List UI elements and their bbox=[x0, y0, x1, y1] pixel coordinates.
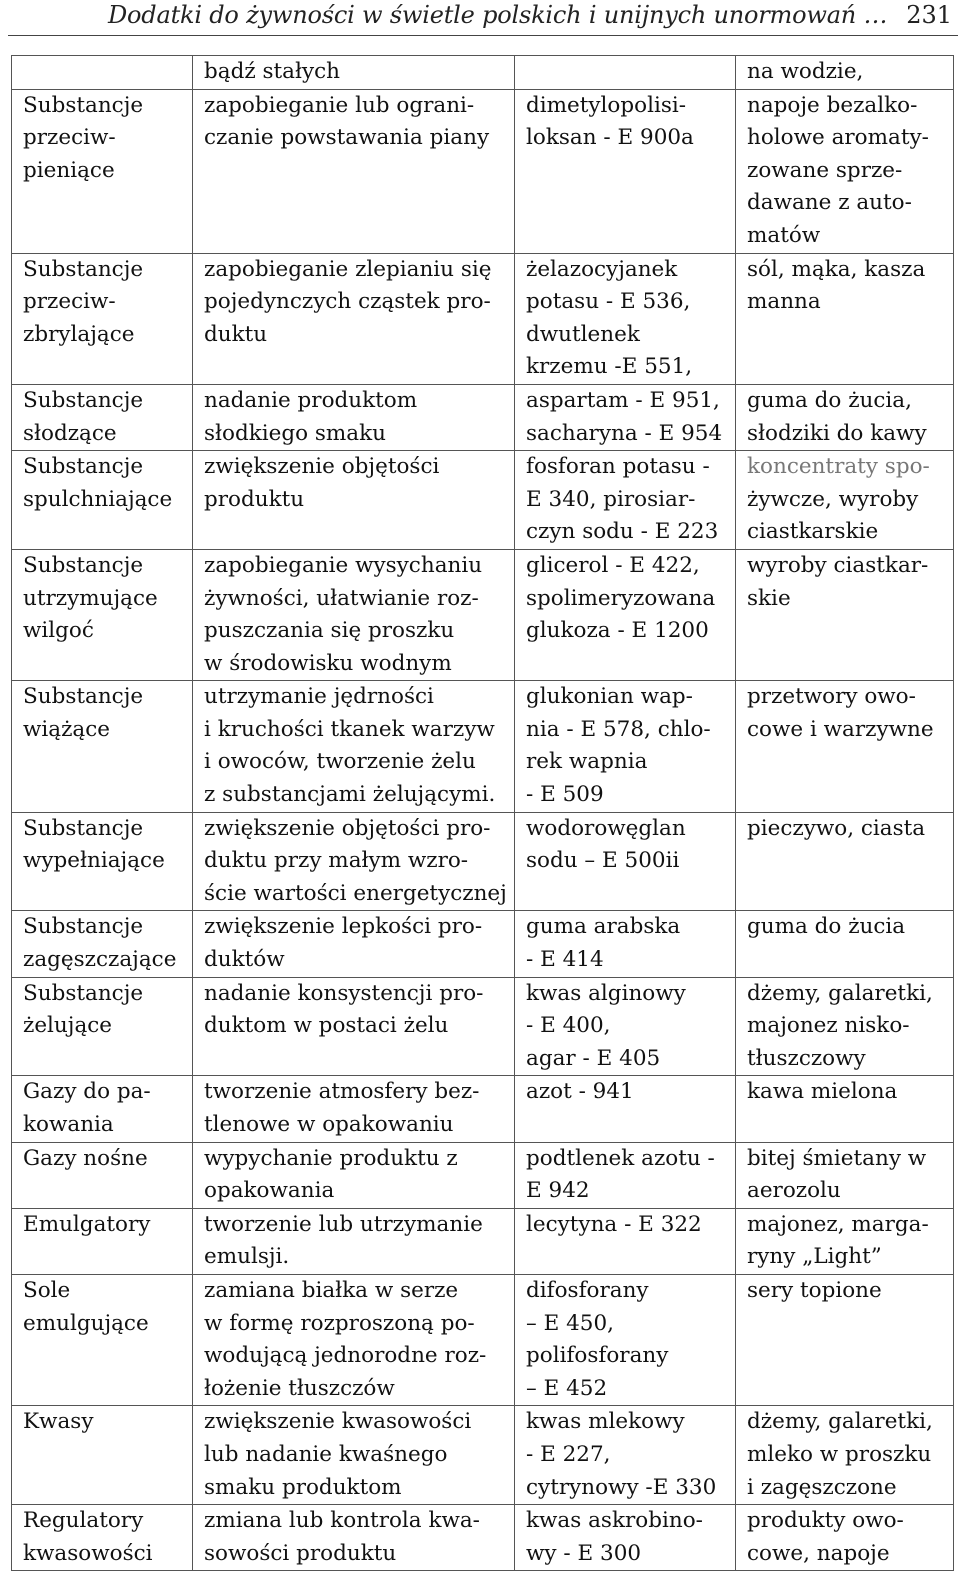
table-row-zageszczajace bbox=[12, 911, 954, 977]
function-cell bbox=[193, 911, 515, 977]
table-row-kwasy bbox=[12, 1406, 954, 1505]
cell-line: koncentraty spo- bbox=[747, 454, 930, 480]
category-cell bbox=[12, 549, 193, 680]
cell-line: zbrylające bbox=[23, 321, 135, 347]
cell-line: kwas alginowy bbox=[526, 980, 686, 1006]
application-cell bbox=[736, 911, 954, 977]
cell-line: łożenie tłuszczów bbox=[204, 1375, 395, 1401]
application-cell bbox=[736, 56, 954, 90]
example-substance-cell bbox=[515, 384, 736, 450]
cell-line: i zagęszczone bbox=[747, 1474, 897, 1500]
cell-line: zamiana białka w serze bbox=[204, 1277, 459, 1303]
cell-line: kwas askrobino- bbox=[526, 1508, 703, 1534]
cell-line: agar - E 405 bbox=[526, 1045, 661, 1071]
cell-line: ciastkarskie bbox=[747, 519, 879, 545]
cell-line: sowości produktu bbox=[204, 1540, 397, 1566]
cell-line: Substancje bbox=[23, 454, 144, 480]
cell-line: słodziki do kawy bbox=[747, 420, 927, 446]
cell-line: skie bbox=[747, 585, 791, 611]
example-substance-cell bbox=[515, 911, 736, 977]
category-cell bbox=[12, 56, 193, 90]
table-body bbox=[12, 56, 954, 1571]
cell-line: spulchniające bbox=[23, 486, 173, 512]
function-cell bbox=[193, 1142, 515, 1208]
example-substance-cell bbox=[515, 812, 736, 911]
cell-line: zapobieganie zlepianiu się bbox=[204, 256, 492, 282]
cell-line: aerozolu bbox=[747, 1178, 841, 1204]
cell-line: zwiększenie objętości pro- bbox=[204, 815, 491, 841]
application-cell bbox=[736, 253, 954, 384]
application-cell bbox=[736, 451, 954, 550]
cell-line: duktom w postaci żelu bbox=[204, 1013, 449, 1039]
cell-line: holowe aromaty- bbox=[747, 125, 929, 151]
cell-line: dżemy, galaretki, bbox=[747, 1409, 933, 1435]
cell-line: Emulgatory bbox=[23, 1211, 151, 1237]
cell-line: polifosforany bbox=[526, 1343, 669, 1369]
cell-line: ście wartości energetycznej bbox=[204, 880, 507, 906]
cell-line: dżemy, galaretki, bbox=[747, 980, 933, 1006]
cell-line: majonez, marga- bbox=[747, 1211, 929, 1237]
cell-line: zwiększenie kwasowości bbox=[204, 1409, 472, 1435]
function-cell bbox=[193, 812, 515, 911]
cell-line: żelazocyjanek bbox=[526, 256, 678, 282]
cell-line: wypychanie produktu z bbox=[204, 1145, 458, 1171]
cell-line: zmiana lub kontrola kwa- bbox=[204, 1508, 480, 1534]
cell-line: produkty owo- bbox=[747, 1508, 904, 1534]
cell-line: bitej śmietany w bbox=[747, 1145, 927, 1171]
cell-line: Substancje bbox=[23, 815, 144, 841]
table-row-slodzace bbox=[12, 384, 954, 450]
cell-line: Kwasy bbox=[23, 1409, 94, 1435]
cell-line: ryny „Light” bbox=[747, 1244, 882, 1270]
cell-line: zapobieganie lub ograni- bbox=[204, 92, 475, 118]
cell-line: nadanie produktom bbox=[204, 387, 418, 413]
cell-line: i kruchości tkanek warzyw bbox=[204, 716, 495, 742]
cell-line: kawa mielona bbox=[747, 1079, 898, 1105]
table-row-spulchniajace bbox=[12, 451, 954, 550]
function-cell bbox=[193, 1208, 515, 1274]
cell-line: utrzymujące bbox=[23, 585, 158, 611]
cell-line: produktu bbox=[204, 486, 305, 512]
header-rule bbox=[8, 35, 958, 36]
running-title: Dodatki do żywności w świetle polskich i unijnych unormowań … bbox=[108, 1, 888, 29]
cell-line: - E 227, bbox=[526, 1441, 611, 1467]
cell-line: Substancje bbox=[23, 256, 144, 282]
cell-line: cowe, napoje bbox=[747, 1540, 890, 1566]
cell-line: wiążące bbox=[23, 716, 111, 742]
example-substance-cell bbox=[515, 1142, 736, 1208]
example-substance-cell bbox=[515, 89, 736, 253]
cell-line: guma do żucia bbox=[747, 914, 906, 940]
cell-line: cowe i warzywne bbox=[747, 716, 934, 742]
cell-line: emulsji. bbox=[204, 1244, 290, 1270]
cell-line: duktu przy małym wzro- bbox=[204, 848, 469, 874]
cell-line: glukonian wap- bbox=[526, 684, 693, 710]
cell-line: wyroby ciastkar- bbox=[747, 552, 929, 578]
cell-line: emulgujące bbox=[23, 1310, 149, 1336]
page-number: 231 bbox=[906, 1, 952, 29]
cell-line: loksan - E 900a bbox=[526, 125, 694, 151]
application-cell bbox=[736, 1406, 954, 1505]
category-cell bbox=[12, 89, 193, 253]
cell-line: fosforan potasu - bbox=[526, 454, 710, 480]
cell-line: – E 450, bbox=[526, 1310, 614, 1336]
cell-line: słodzące bbox=[23, 420, 117, 446]
cell-line: rek wapnia bbox=[526, 749, 648, 775]
example-substance-cell bbox=[515, 253, 736, 384]
example-substance-cell bbox=[515, 1208, 736, 1274]
table-row-przeciwpieniace bbox=[12, 89, 954, 253]
category-cell bbox=[12, 977, 193, 1076]
cell-line: guma do żucia, bbox=[747, 387, 912, 413]
cell-line: żelujące bbox=[23, 1013, 113, 1039]
page-header bbox=[0, 0, 960, 38]
cell-line: krzemu -E 551, bbox=[526, 354, 693, 380]
example-substance-cell bbox=[515, 451, 736, 550]
cell-line: czanie powstawania piany bbox=[204, 125, 490, 151]
table-row-gazy-nosne bbox=[12, 1142, 954, 1208]
cell-line: kwas mlekowy bbox=[526, 1409, 685, 1435]
application-cell bbox=[736, 681, 954, 812]
application-cell bbox=[736, 977, 954, 1076]
example-substance-cell bbox=[515, 1505, 736, 1571]
application-cell bbox=[736, 1142, 954, 1208]
cell-line: wypełniające bbox=[23, 848, 165, 874]
table-row-utrzymujace-wilgoc bbox=[12, 549, 954, 680]
cell-line: napoje bezalko- bbox=[747, 92, 918, 118]
example-substance-cell bbox=[515, 56, 736, 90]
cell-line: zagęszczające bbox=[23, 947, 177, 973]
cell-line: wodującą jednorodne roz- bbox=[204, 1343, 487, 1369]
application-cell bbox=[736, 549, 954, 680]
cell-line: przetwory owo- bbox=[747, 684, 916, 710]
cell-line: - E 400, bbox=[526, 1013, 611, 1039]
cell-line: podtlenek azotu - bbox=[526, 1145, 715, 1171]
cell-line: cytrynowy -E 330 bbox=[526, 1474, 717, 1500]
category-cell bbox=[12, 1208, 193, 1274]
example-substance-cell bbox=[515, 1406, 736, 1505]
cell-line: wilgoć bbox=[23, 618, 94, 644]
cell-line: glicerol - E 422, bbox=[526, 552, 700, 578]
cell-line: wy - E 300 bbox=[526, 1540, 642, 1566]
function-cell bbox=[193, 1505, 515, 1571]
cell-line: lub nadanie kwaśnego bbox=[204, 1441, 448, 1467]
function-cell bbox=[193, 1274, 515, 1405]
cell-line: żywcze, wyroby bbox=[747, 486, 919, 512]
category-cell bbox=[12, 1142, 193, 1208]
cell-line: smaku produktom bbox=[204, 1474, 402, 1500]
cell-line: guma arabska bbox=[526, 914, 681, 940]
category-cell bbox=[12, 911, 193, 977]
cell-line: kwasowości bbox=[23, 1540, 153, 1566]
application-cell bbox=[736, 812, 954, 911]
cell-line: glukoza - E 1200 bbox=[526, 618, 709, 644]
cell-line: sól, mąka, kasza bbox=[747, 256, 926, 282]
table-row-przeciwzbrylajace bbox=[12, 253, 954, 384]
function-cell bbox=[193, 1406, 515, 1505]
category-cell bbox=[12, 1274, 193, 1405]
category-cell bbox=[12, 451, 193, 550]
cell-line: duktu bbox=[204, 321, 268, 347]
table-row-wiazace bbox=[12, 681, 954, 812]
application-cell bbox=[736, 1274, 954, 1405]
cell-line: zwiększenie objętości bbox=[204, 454, 440, 480]
cell-line: czyn sodu - E 223 bbox=[526, 519, 719, 545]
category-cell bbox=[12, 1505, 193, 1571]
cell-line: Sole bbox=[23, 1277, 71, 1303]
example-substance-cell bbox=[515, 681, 736, 812]
cell-line: pieczywo, ciasta bbox=[747, 815, 926, 841]
cell-line: E 942 bbox=[526, 1178, 590, 1204]
cell-line: E 340, pirosiar- bbox=[526, 486, 696, 512]
cell-line: słodkiego smaku bbox=[204, 420, 386, 446]
cell-line: pojedynczych cząstek pro- bbox=[204, 289, 491, 315]
table-row-regulatory-kwasowosci bbox=[12, 1505, 954, 1571]
cell-line: sacharyna - E 954 bbox=[526, 420, 723, 446]
example-substance-cell bbox=[515, 1076, 736, 1142]
table-row-wypelniajace bbox=[12, 812, 954, 911]
function-cell bbox=[193, 681, 515, 812]
cell-line: utrzymanie jędrności bbox=[204, 684, 434, 710]
application-cell bbox=[736, 89, 954, 253]
cell-line: przeciw- bbox=[23, 289, 116, 315]
cell-line: wodorowęglan bbox=[526, 815, 686, 841]
cell-line: opakowania bbox=[204, 1178, 335, 1204]
cell-line: Substancje bbox=[23, 92, 144, 118]
cell-line: Substancje bbox=[23, 684, 144, 710]
cell-line: dimetylopolisi- bbox=[526, 92, 686, 118]
example-substance-cell bbox=[515, 549, 736, 680]
additives-table bbox=[11, 55, 954, 1571]
category-cell bbox=[12, 253, 193, 384]
application-cell bbox=[736, 1208, 954, 1274]
cell-line: azot - 941 bbox=[526, 1079, 634, 1105]
cell-line: manna bbox=[747, 289, 821, 315]
category-cell bbox=[12, 681, 193, 812]
cell-line: tworzenie atmosfery bez- bbox=[204, 1079, 480, 1105]
example-substance-cell bbox=[515, 977, 736, 1076]
cell-line: sodu – E 500ii bbox=[526, 848, 680, 874]
cell-line: nia - E 578, chlo- bbox=[526, 716, 711, 742]
cell-line: pieniące bbox=[23, 157, 115, 183]
cell-line: Substancje bbox=[23, 387, 144, 413]
cell-line: z substancjami żelującymi. bbox=[204, 782, 496, 808]
table-row-continuation bbox=[12, 56, 954, 90]
cell-line: w formę rozproszoną po- bbox=[204, 1310, 475, 1336]
cell-line: majonez nisko- bbox=[747, 1013, 910, 1039]
cell-line: mleko w proszku bbox=[747, 1441, 932, 1467]
cell-line: lecytyna - E 322 bbox=[526, 1211, 702, 1237]
cell-line: tłuszczowy bbox=[747, 1045, 866, 1071]
table-row-zelujace bbox=[12, 977, 954, 1076]
cell-line: duktów bbox=[204, 947, 285, 973]
function-cell bbox=[193, 56, 515, 90]
cell-line: Regulatory bbox=[23, 1508, 144, 1534]
cell-line: spolimeryzowana bbox=[526, 585, 716, 611]
table-row-sole-emulgujace bbox=[12, 1274, 954, 1405]
cell-line: żywności, ułatwianie roz- bbox=[204, 585, 479, 611]
function-cell bbox=[193, 1076, 515, 1142]
application-cell bbox=[736, 384, 954, 450]
cell-line: tworzenie lub utrzymanie bbox=[204, 1211, 483, 1237]
cell-line: i owoców, tworzenie żelu bbox=[204, 749, 476, 775]
cell-line: matów bbox=[747, 222, 821, 248]
cell-line: nadanie konsystencji pro- bbox=[204, 980, 484, 1006]
category-cell bbox=[12, 384, 193, 450]
function-cell bbox=[193, 253, 515, 384]
cell-line: Gazy nośne bbox=[23, 1145, 148, 1171]
cell-line: dwutlenek bbox=[526, 321, 640, 347]
cell-line: Substancje bbox=[23, 914, 144, 940]
cell-line: bądź stałych bbox=[204, 59, 341, 84]
cell-line: zapobieganie wysychaniu bbox=[204, 552, 483, 578]
cell-line: Gazy do pa- bbox=[23, 1079, 151, 1105]
cell-line: Substancje bbox=[23, 980, 144, 1006]
function-cell bbox=[193, 549, 515, 680]
function-cell bbox=[193, 977, 515, 1076]
cell-line: - E 509 bbox=[526, 782, 604, 808]
application-cell bbox=[736, 1076, 954, 1142]
application-cell bbox=[736, 1505, 954, 1571]
function-cell bbox=[193, 89, 515, 253]
function-cell bbox=[193, 451, 515, 550]
cell-line: sery topione bbox=[747, 1277, 882, 1303]
cell-line: w środowisku wodnym bbox=[204, 650, 452, 676]
cell-line: dawane z auto- bbox=[747, 190, 912, 216]
cell-line: - E 414 bbox=[526, 947, 604, 973]
example-substance-cell bbox=[515, 1274, 736, 1405]
cell-line: przeciw- bbox=[23, 125, 116, 151]
cell-line: difosforany bbox=[526, 1277, 649, 1303]
table-row-emulgatory bbox=[12, 1208, 954, 1274]
table-row-gazy-do-pakowania bbox=[12, 1076, 954, 1142]
cell-line: aspartam - E 951, bbox=[526, 387, 720, 413]
category-cell bbox=[12, 812, 193, 911]
cell-line: zwiększenie lepkości pro- bbox=[204, 914, 483, 940]
cell-line: potasu - E 536, bbox=[526, 289, 691, 315]
category-cell bbox=[12, 1076, 193, 1142]
cell-line: puszczania się proszku bbox=[204, 618, 455, 644]
cell-line: Substancje bbox=[23, 552, 144, 578]
cell-line: kowania bbox=[23, 1112, 114, 1137]
cell-line: – E 452 bbox=[526, 1375, 608, 1401]
cell-line: na wodzie, bbox=[747, 59, 864, 84]
category-cell bbox=[12, 1406, 193, 1505]
function-cell bbox=[193, 384, 515, 450]
cell-line: tlenowe w opakowaniu bbox=[204, 1112, 454, 1137]
cell-line: zowane sprze- bbox=[747, 157, 903, 183]
